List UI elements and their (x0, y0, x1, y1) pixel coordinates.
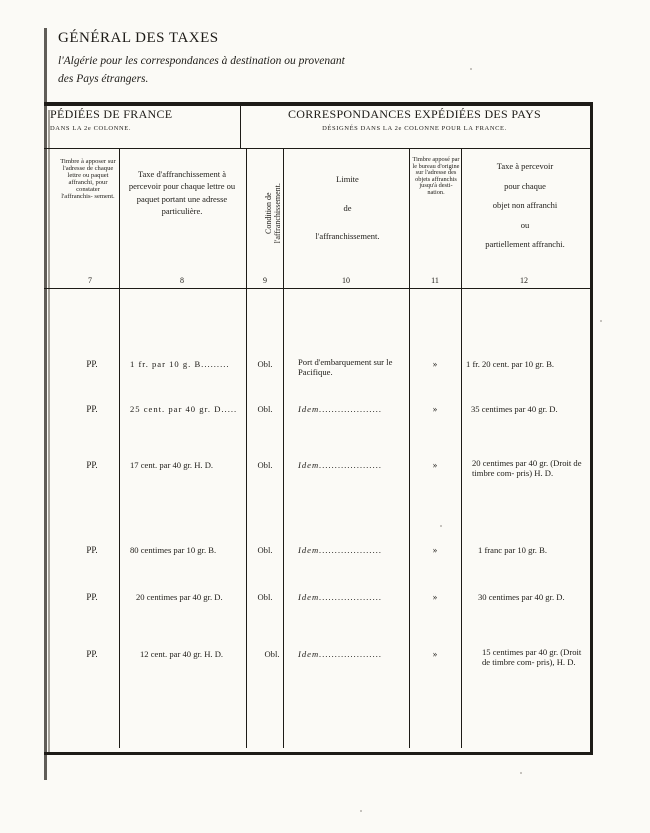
header-right-subtitle: DÉSIGNÉS DANS LA 2e COLONNE POUR LA FRANCE. (322, 125, 507, 132)
table-row-6-condition: Obl. (264, 649, 280, 659)
table-row-3-tax: 17 cent. par 40 gr. H. D. (130, 460, 214, 470)
header-right-group (242, 107, 587, 132)
page-subtitle-line2: des Pays étrangers. (58, 73, 149, 85)
column-header-limit (285, 175, 410, 241)
table-row-5-condition: Obl. (257, 592, 273, 602)
table-row-2-unpaid: 35 centimes par 40 gr. D. (471, 404, 558, 414)
table-row-2-tax: 25 cent. par 40 gr. D..... (130, 404, 238, 414)
column-number-9: 9 (263, 276, 267, 285)
page-title: GÉNÉRAL DES TAXES (58, 30, 219, 46)
column-header-unpaid-tax (462, 162, 588, 260)
paper-speck (360, 810, 362, 812)
column-header-unpaid-line5: partiellement affranchi. (485, 239, 565, 249)
column-header-condition: Condition de l'affranchissement. (263, 183, 282, 244)
table-row-2-limit: Idem.................... (298, 404, 383, 414)
table-row-3-limit: Idem.................... (298, 460, 383, 470)
column-header-limit-line2: de (343, 202, 352, 213)
table-row-4-origin-stamp: » (432, 545, 438, 555)
column-header-unpaid-line1: Taxe à percevoir (496, 161, 554, 171)
table-row-5-origin-stamp: » (432, 592, 438, 602)
column-header-limit-line3: l'affranchissement. (315, 231, 380, 241)
column-header-unpaid-line3: objet non affranchi (492, 200, 558, 210)
table-row-6-tax: 12 cent. par 40 gr. H. D. (140, 649, 224, 659)
table-row-1-tax: 1 fr. par 10 g. B......... (130, 359, 230, 369)
table-row-4-unpaid: 1 franc par 10 gr. B. (478, 545, 547, 555)
column-header-unpaid-line2: pour chaque (504, 180, 546, 191)
column-number-12: 12 (520, 276, 528, 285)
table-row-6-origin-stamp: » (432, 649, 438, 659)
table-row-2-origin-stamp: » (432, 404, 438, 414)
table-row-1-origin-stamp: » (432, 359, 438, 369)
table-row-4-limit: Idem.................... (298, 545, 383, 555)
table-row-1-condition: Obl. (257, 359, 273, 369)
header-separator-line (44, 148, 590, 149)
table-row-1-stamp: PP. (86, 359, 98, 369)
column-header-origin-stamp: Timbre apposé par le bureau d'origine sur l'adresse des objets affranchis jusqu'à desti- nation. (412, 156, 460, 197)
table-row-3-origin-stamp: » (432, 460, 438, 470)
header-right-title: CORRESPONDANCES EXPÉDIÉES DES PAYS (287, 107, 542, 121)
table-row-4-stamp: PP. (86, 545, 98, 555)
column-header-postage-tax: Taxe d'affranchissement à percevoir pour chaque lettre ou paquet portant une adresse particulière. (128, 169, 236, 216)
table-row-6-unpaid: 15 centimes par 40 gr. (Droit de timbre com- pris), H. D. (482, 647, 582, 668)
column-header-stamp: Timbre à apposer sur l'adresse de chaque lettre ou paquet affranchi, pour constater l'affranchis- sement. (60, 158, 116, 200)
table-row-3-condition: Obl. (257, 460, 273, 470)
table-row-6-stamp: PP. (86, 649, 98, 659)
table-row-3-stamp: PP. (86, 460, 98, 470)
column-number-11: 11 (431, 276, 439, 285)
column-number-10: 10 (342, 276, 350, 285)
table-row-1-unpaid: 1 fr. 20 cent. par 10 gr. B. (466, 359, 555, 369)
paper-speck (470, 68, 472, 70)
header-left-title: PÉDIÉES DE FRANCE (50, 107, 173, 121)
table-row-1-limit: Port d'embarquement sur le Pacifique. (298, 357, 393, 378)
header-left-group (50, 107, 240, 132)
paper-speck (440, 525, 442, 527)
table-row-5-stamp: PP. (86, 592, 98, 602)
column-number-8: 8 (180, 276, 184, 285)
table-row-2-stamp: PP. (86, 404, 98, 414)
table-row-2-condition: Obl. (257, 404, 273, 414)
paper-speck (600, 320, 602, 322)
header-left-subtitle: DANS LA 2e COLONNE. (50, 125, 132, 132)
table-row-5-tax: 20 centimes par 40 gr. D. (136, 592, 223, 602)
column-header-separator-line (44, 288, 590, 289)
column-header-unpaid-line4: ou (520, 219, 530, 230)
table-row-5-unpaid: 30 centimes par 40 gr. D. (478, 592, 565, 602)
column-number-7: 7 (88, 276, 92, 285)
table-row-4-tax: 80 centimes par 10 gr. B. (130, 545, 217, 555)
column-header-limit-line1: Limite (336, 174, 359, 184)
table-row-6-limit: Idem.................... (298, 649, 383, 659)
column-divider-8-9 (246, 148, 247, 748)
header-divider (240, 106, 241, 148)
page-subtitle-line1: l'Algérie pour les correspondances à destination ou provenant (58, 55, 345, 67)
table-row-3-unpaid: 20 centimes par 40 gr. (Droit de timbre com- pris) H. D. (472, 458, 582, 479)
table-row-5-limit: Idem.................... (298, 592, 383, 602)
paper-speck (520, 772, 522, 774)
column-divider-7-8 (119, 148, 120, 748)
table-row-4-condition: Obl. (257, 545, 273, 555)
